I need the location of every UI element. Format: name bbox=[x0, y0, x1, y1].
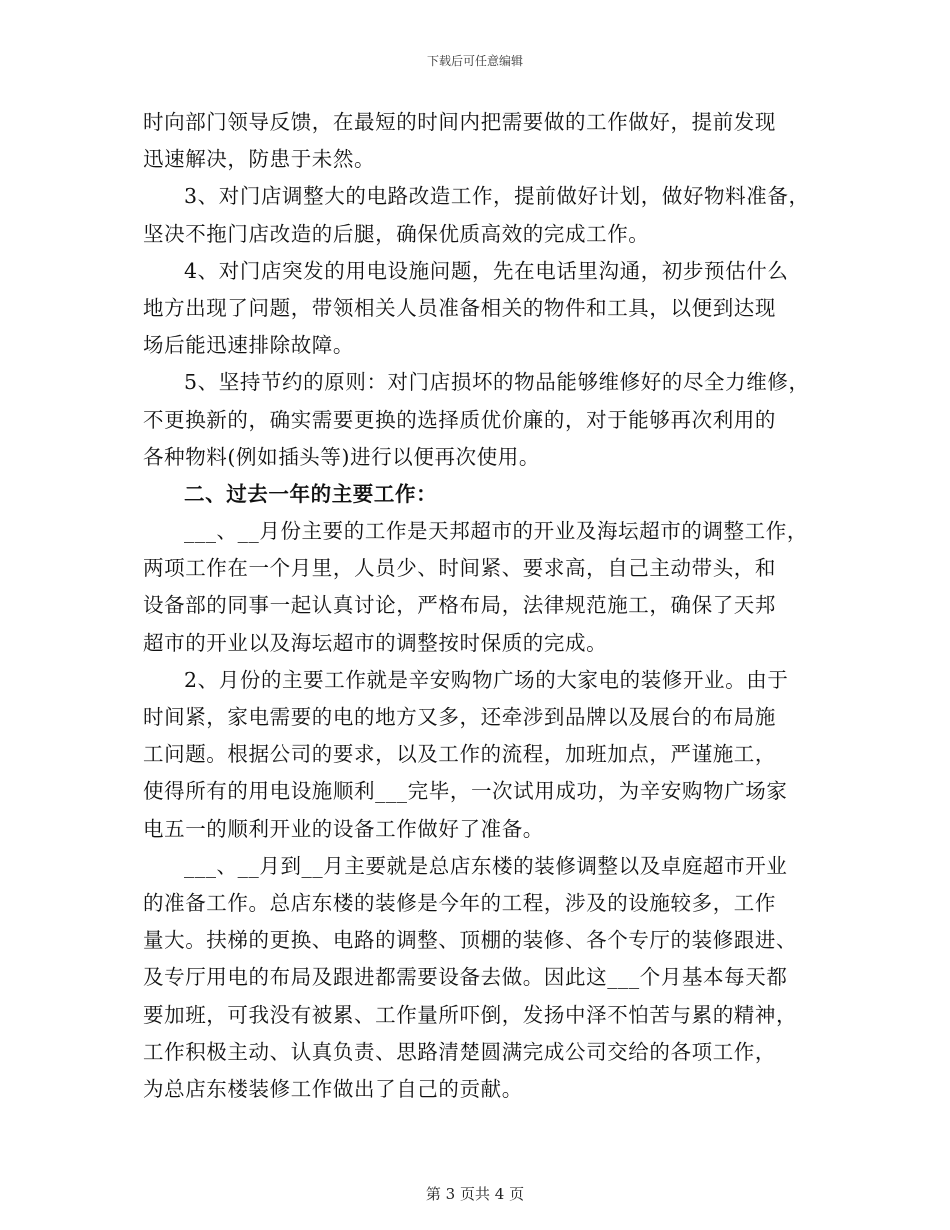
body-line: 场后能迅速排除故障。 bbox=[143, 333, 354, 358]
body-line: 4、对门店突发的用电设施问题，先在电话里沟通，初步预估什么 bbox=[184, 258, 789, 283]
document-body bbox=[143, 104, 823, 1108]
body-line: 量大。扶梯的更换、电路的调整、顶棚的装修、各个专厅的装修跟进、 bbox=[143, 928, 798, 953]
body-line: 超市的开业以及海坛超市的调整按时保质的完成。 bbox=[143, 630, 608, 655]
body-line: 坚决不拖门店改造的后腿，确保优质高效的完成工作。 bbox=[143, 221, 650, 246]
body-line: 使得所有的用电设施顺利___完毕，一次试用成功，为辛安购物广场家 bbox=[143, 779, 788, 804]
body-line: 时向部门领导反馈，在最短的时间内把需要做的工作做好，提前发现 bbox=[143, 110, 776, 134]
body-line: 地方出现了问题，带领相关人员准备相关的物件和工具，以便到达现 bbox=[143, 295, 776, 320]
body-line: 工问题。根据公司的要求，以及工作的流程，加班加点，严谨施工， bbox=[143, 742, 776, 767]
body-line: 5、坚持节约的原则：对门店损坏的物品能够维修好的尽全力维修， bbox=[184, 370, 810, 395]
body-line: 3、对门店调整大的电路改造工作，提前做好计划，做好物料准备， bbox=[184, 184, 810, 209]
body-line: 两项工作在一个月里，人员少、时间紧、要求高，自己主动带头，和 bbox=[143, 556, 776, 581]
body-line: 迅速解决，防患于未然。 bbox=[143, 147, 376, 172]
body-line: 电五一的顺利开业的设备工作做好了准备。 bbox=[143, 816, 544, 841]
page-header: 下载后可任意编辑 bbox=[426, 54, 523, 68]
page-footer: 第 3 页共 4 页 bbox=[425, 1185, 525, 1203]
body-line: 的准备工作。总店东楼的装修是今年的工程，涉及的设施较多，工作 bbox=[143, 890, 776, 915]
body-line: 为总店东楼装修工作做出了自己的贡献。 bbox=[143, 1076, 523, 1101]
body-line: 工作积极主动、认真负责、思路清楚圆满完成公司交给的各项工作， bbox=[143, 1039, 776, 1064]
body-line: 2、月份的主要工作就是辛安购物广场的大家电的装修开业。由于 bbox=[184, 667, 789, 692]
body-line: 各种物料(例如插头等)进行以便再次使用。 bbox=[143, 444, 540, 469]
body-line: 设备部的同事一起认真讨论，严格布局，法律规范施工，确保了天邦 bbox=[143, 593, 776, 618]
section-heading: 二、过去一年的主要工作： bbox=[184, 481, 438, 506]
body-line: 时间紧，家电需要的电的地方又多，还牵涉到品牌以及展台的布局施 bbox=[143, 705, 776, 729]
body-line: ___、__月份主要的工作是天邦超市的开业及海坛超市的调整工作， bbox=[184, 519, 808, 544]
body-line: 及专厅用电的布局及跟进都需要设备去做。因此这___个月基本每天都 bbox=[143, 965, 788, 990]
body-line: ___、__月到__月主要就是总店东楼的装修调整以及卓庭超市开业 bbox=[184, 853, 788, 878]
body-line: 不更换新的，确实需要更换的选择质优价廉的，对于能够再次利用的 bbox=[143, 407, 776, 432]
body-line: 要加班，可我没有被累、工作量所吓倒，发扬中泽不怕苦与累的精神， bbox=[143, 1002, 798, 1027]
